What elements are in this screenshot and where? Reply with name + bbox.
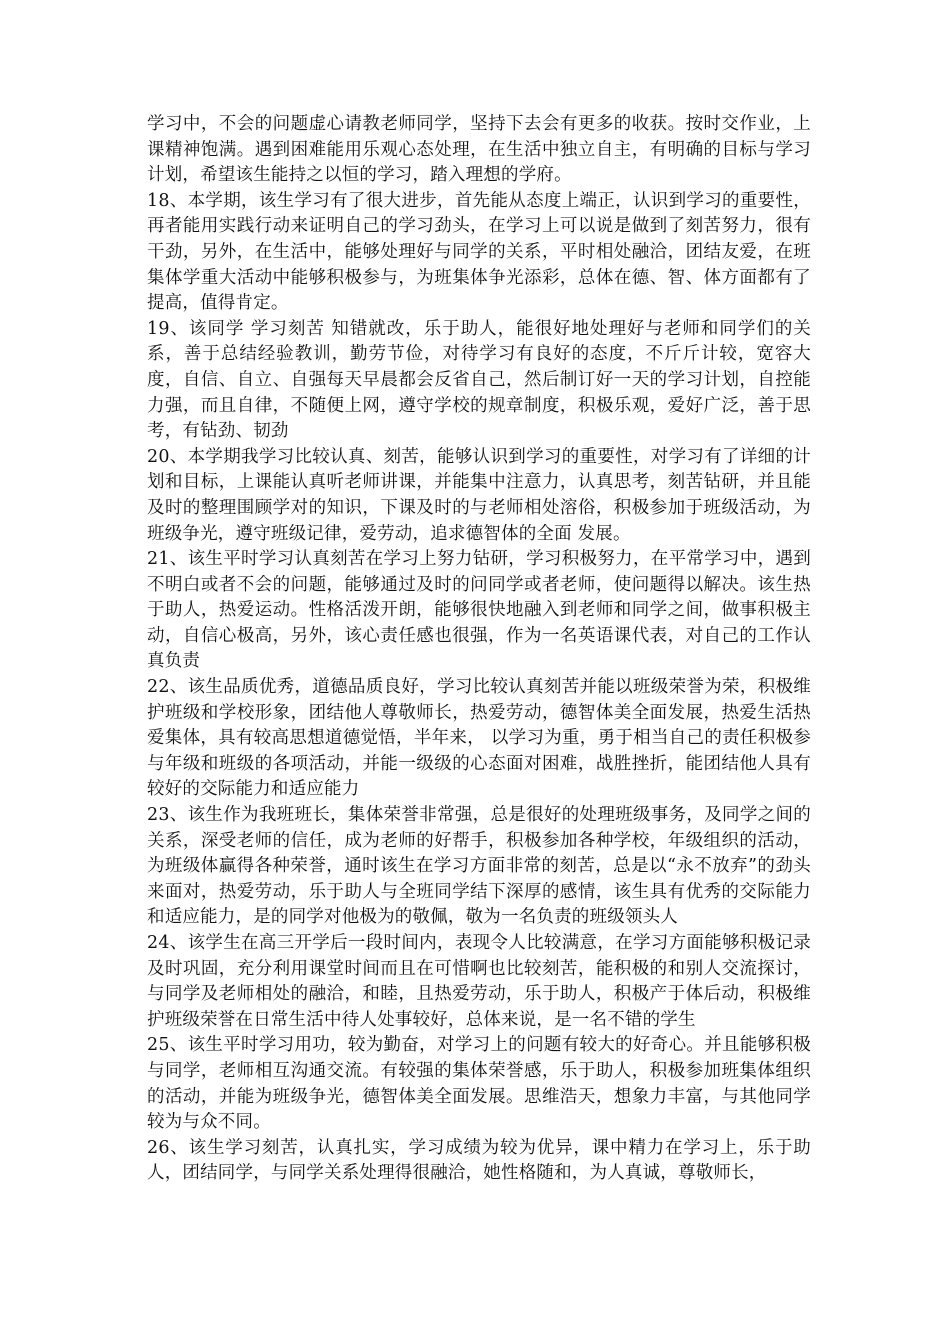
paragraph-22: 22、该生品质优秀，道德品质良好，学习比较认真刻苦并能以班级荣誉为荣，积极维护班级和学校形象，团结他人尊敬师长，热爱劳动，德智体美全面发展，热爱生活热爱集体，具有较高思想道德觉悟，半年来， 以学习为重，勇于相当自己的责任积极参与年级和班级的各项活动，并能一级级的心态面对困难，战胜挫折，能团结他人具有较好的交际能力和适应能力: [147, 677, 811, 800]
paragraph-23: 23、该生作为我班班长，集体荣誉非常强，总是很好的处理班级事务，及同学之间的关系，深受老师的信任，成为老师的好帮手，积极参加各种学校，年级组织的活动，为班级体赢得各种荣誉，通时该生在学习方面非常的刻苦，总是以“永不放弃”的劲头来面对，热爱劳动，乐于助人与全班同学结下深厚的感情，该生具有优秀的交际能力和适应能力，是的同学对他极为的敬佩，敬为一名负责的班级领头人: [147, 805, 811, 928]
paragraph-26: 26、该生学习刻苦，认真扎实，学习成绩为较为优异，课中精力在学习上，乐于助人，团结同学，与同学关系处理得很融洽，她性格随和，为人真诚，尊敬师长，: [147, 1137, 811, 1184]
paragraph-21: 21、该生平时学习认真刻苦在学习上努力钻研，学习积极努力，在平常学习中，遇到不明白或者不会的问题，能够通过及时的问同学或者老师，使问题得以解决。该生热于助人，热爱运动。性格活泼开朗，能够很快地融入到老师和同学之间，做事积极主动，自信心极高，另外，该心责任感也很强，作为一名英语课代表，对自己的工作认真负责: [147, 549, 811, 672]
paragraph-intro-continuation: 学习中，不会的问题虚心请教老师同学，坚持下去会有更多的收获。按时交作业，上课精神饱满。遇到困难能用乐观心态处理，在生活中独立自主，有明确的目标与学习计划，希望该生能持之以恒的学习，踏入理想的学府。: [147, 114, 811, 186]
paragraph-24: 24、该学生在高三开学后一段时间内，表现令人比较满意，在学习方面能够积极记录及时巩固，充分利用课堂时间而且在可惜啊也比较刻苦，能积极的和别人交流探讨，与同学及老师相处的融洽，和睦，且热爱劳动，乐于助人，积极产于体后动，积极维护班级荣誉在日常生活中待人处事较好，总体来说，是一名不错的学生: [147, 933, 811, 1030]
paragraph-20: 20、本学期我学习比较认真、刻苦，能够认识到学习的重要性，对学习有了详细的计划和目标，上课能认真听老师讲课，并能集中注意力，认真思考，刻苦钻研，并且能及时的整理围顾学对的知识，下课及时的与老师相处溶俗，积极参加于班级活动，为班级争光，遵守班级记律，爱劳动，追求德智体的全面 发展。: [147, 446, 811, 544]
paragraph-18: 18、本学期，该生学习有了很大进步，首先能从态度上端正，认识到学习的重要性，再者能用实践行动来证明自己的学习劲头，在学习上可以说是做到了刻苦努力，很有干劲，另外，在生活中，能够处理好与同学的关系，平时相处融洽，团结友爱，在班集体学重大活动中能够积极参与，为班集体争光添彩，总体在德、智、体方面都有了提高，值得肯定。: [147, 190, 811, 314]
paragraph-25: 25、该生平时学习用功，较为勤奋，对学习上的问题有较大的好奇心。并且能够积极与同学，老师相互沟通交流。有较强的集体荣誉感，乐于助人，积极参加班集体组织的活动，并能为班级争光，德智体美全面发展。思维浩天，想象力丰富，与其他同学较为与众不同。: [147, 1035, 811, 1133]
paragraph-19: 19、该同学 学习刻苦 知错就改，乐于助人，能很好地处理好与老师和同学们的关系，善于总结经验教训，勤劳节俭，对待学习有良好的态度，不斤斤计较，宽容大度，自信、自立、自强每天早晨都会反省自己，然后制订好一天的学习计划，自控能力强，而且自律，不随便上网，遵守学校的规章制度，积极乐观，爱好广泛，善于思考，有钻劲、韧劲: [147, 318, 811, 442]
document-body: [147, 112, 811, 1187]
